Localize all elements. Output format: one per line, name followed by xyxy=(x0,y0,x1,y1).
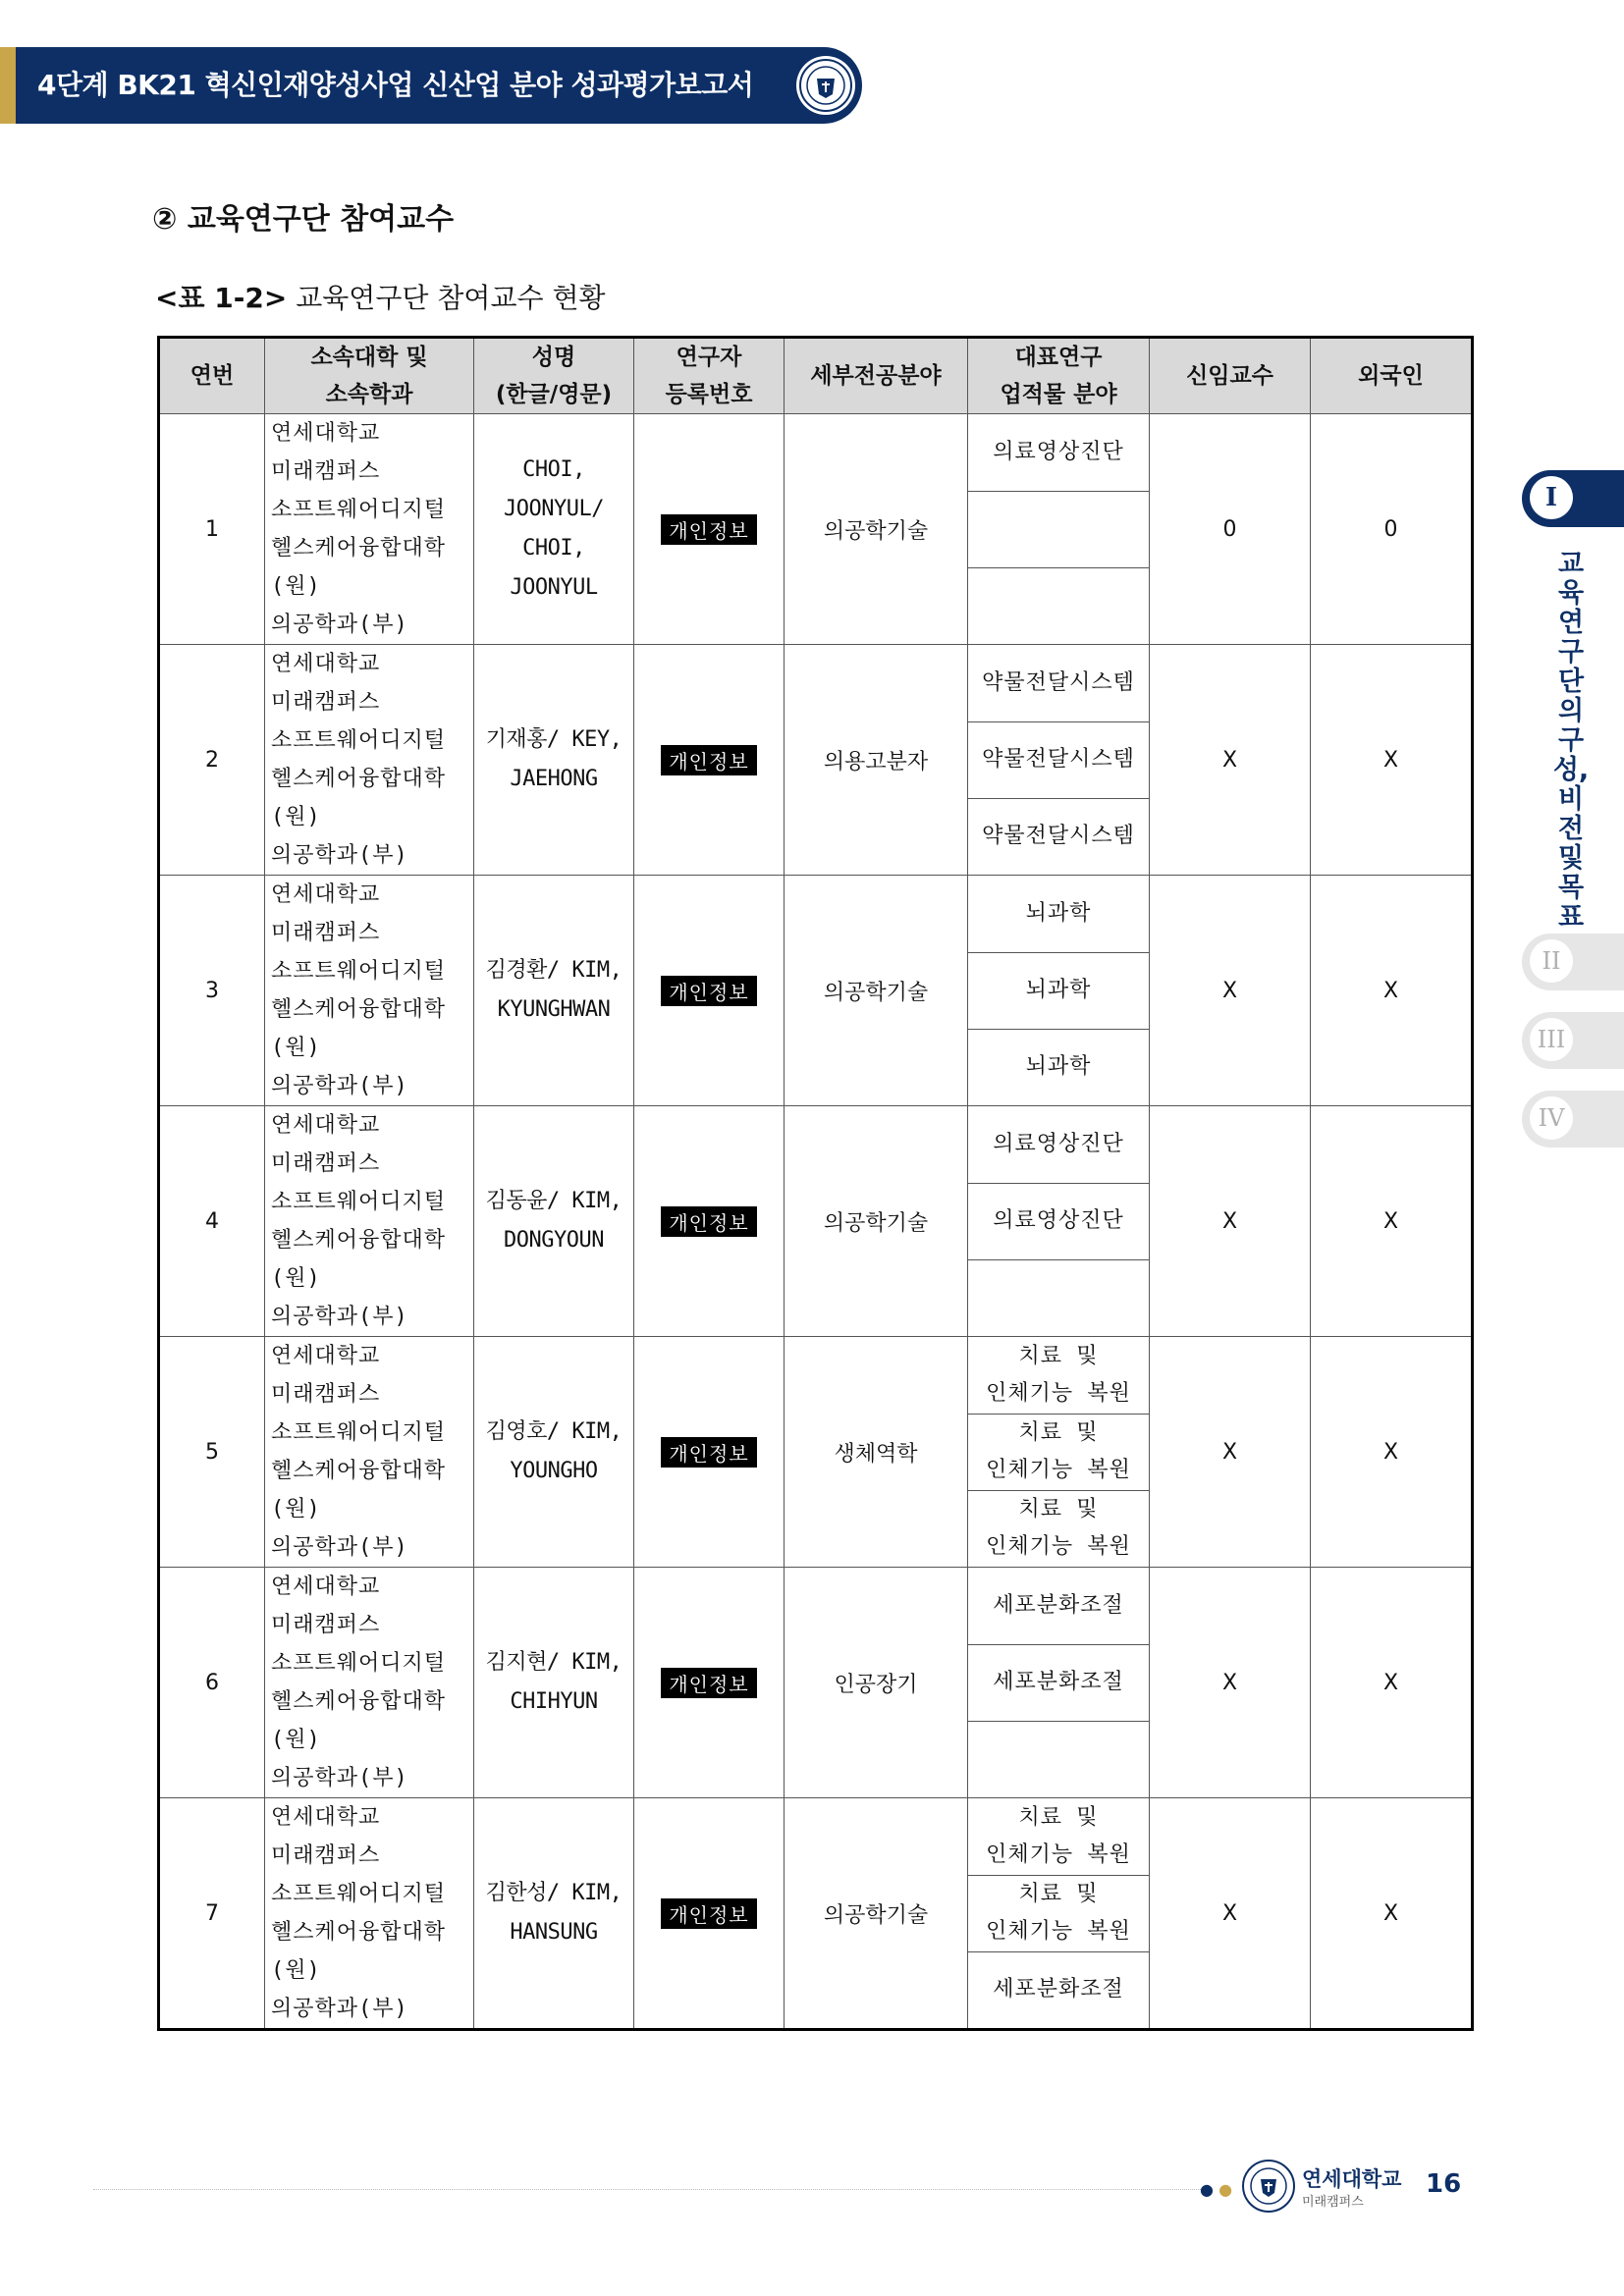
affiliation-line: 의공학과(부) xyxy=(271,1074,408,1098)
table-row xyxy=(159,1106,1473,1337)
chapter-title-char: 성, xyxy=(1552,755,1590,785)
affiliation-line: 헬스케어융합대학 xyxy=(271,767,447,791)
affiliation-line: 소프트웨어디지털 xyxy=(271,1190,447,1214)
foreigner-flag: X xyxy=(1311,1568,1473,1798)
research-field-text: 약물전달시스템 xyxy=(982,747,1135,772)
research-field-text: 세포분화조절 xyxy=(993,1670,1124,1694)
research-field-subcell xyxy=(968,567,1149,644)
affiliation-line: 미래캠퍼스 xyxy=(271,1843,381,1868)
detailed-major-cell: 의공학기술 xyxy=(785,414,968,645)
research-field-subcell xyxy=(968,1569,1149,1644)
professor-name-line: 김한성/ KIM, xyxy=(485,1881,623,1905)
redacted-personal-info-tag: 개인정보 xyxy=(661,1437,756,1468)
research-field-subcell xyxy=(968,1107,1149,1183)
research-field-subcell xyxy=(968,491,1149,567)
redacted-personal-info-tag: 개인정보 xyxy=(661,1668,756,1698)
affiliation-line: 소프트웨어디지털 xyxy=(271,1420,447,1445)
professor-name-line: DONGYOUN xyxy=(504,1228,604,1253)
research-field-text: 치료 및 xyxy=(1018,1882,1099,1906)
detailed-major-cell: 의공학기술 xyxy=(785,876,968,1106)
professor-name-line: CHOI, xyxy=(522,457,585,482)
table-row xyxy=(159,1798,1473,2030)
research-field-text: 인체기능 복원 xyxy=(986,1534,1131,1559)
chapter-title-char: 의 xyxy=(1557,696,1585,726)
footer-campus-name: 미래캠퍼스 xyxy=(1302,2195,1364,2210)
affiliation-line: (원) xyxy=(271,1958,321,1983)
row-number: 5 xyxy=(159,1337,265,1568)
research-field-subcell xyxy=(968,1951,1149,2028)
affiliation-cell xyxy=(265,414,474,645)
professor-name-cell xyxy=(474,1798,634,2030)
affiliation-line: 미래캠퍼스 xyxy=(271,1613,381,1637)
page-number: 16 xyxy=(1426,2169,1462,2199)
university-seal-icon xyxy=(795,55,856,116)
affiliation-line: 연세대학교 xyxy=(271,882,381,907)
redacted-personal-info-tag: 개인정보 xyxy=(661,1898,756,1929)
affiliation-line: 소프트웨어디지털 xyxy=(271,1651,447,1676)
research-field-cell xyxy=(968,1568,1150,1798)
col-header-no: 연번 xyxy=(159,338,265,414)
affiliation-line: 헬스케어융합대학 xyxy=(271,1228,447,1253)
professor-name-line: CHOI, xyxy=(522,536,585,561)
research-field-subcell xyxy=(968,1875,1149,1951)
chapter-number-badge: IV xyxy=(1530,1096,1573,1140)
new-professor-flag: X xyxy=(1150,1798,1311,2030)
affiliation-line: 미래캠퍼스 xyxy=(271,921,381,945)
research-field-subcell xyxy=(968,1183,1149,1259)
chapter-title-char: 구 xyxy=(1557,637,1585,667)
detailed-major-cell: 의용고분자 xyxy=(785,645,968,876)
chapter-title-char: 목 xyxy=(1557,873,1585,903)
registration-number-cell xyxy=(634,1106,785,1337)
report-title: 4단계 BK21 혁신인재양성사업 신산업 분야 성과평가보고서 xyxy=(37,69,754,101)
professor-name-line: 김동윤/ KIM, xyxy=(485,1189,623,1213)
affiliation-line: 헬스케어융합대학 xyxy=(271,1920,447,1945)
research-field-text: 치료 및 xyxy=(1018,1344,1099,1368)
registration-number-cell xyxy=(634,645,785,876)
affiliation-line: (원) xyxy=(271,574,321,599)
foreigner-flag: 0 xyxy=(1311,414,1473,645)
affiliation-line: 미래캠퍼스 xyxy=(271,690,381,715)
new-professor-flag: X xyxy=(1150,876,1311,1106)
row-number: 4 xyxy=(159,1106,265,1337)
registration-number-cell xyxy=(634,1568,785,1798)
footer-university-name: 연세대학교 xyxy=(1302,2167,1402,2191)
affiliation-cell xyxy=(265,876,474,1106)
redacted-personal-info-tag: 개인정보 xyxy=(661,1206,756,1237)
affiliation-line: 미래캠퍼스 xyxy=(271,1151,381,1176)
row-number: 6 xyxy=(159,1568,265,1798)
research-field-subcell xyxy=(968,1490,1149,1567)
professor-name-cell xyxy=(474,1337,634,1568)
redacted-personal-info-tag: 개인정보 xyxy=(661,976,756,1006)
col-header-dept: 소속대학 및 소속학과 xyxy=(265,338,474,414)
new-professor-flag: X xyxy=(1150,1337,1311,1568)
table-caption-text: 교육연구단 참여교수 현황 xyxy=(287,282,606,314)
affiliation-line: 소프트웨어디지털 xyxy=(271,728,447,753)
row-number: 3 xyxy=(159,876,265,1106)
detailed-major-cell: 의공학기술 xyxy=(785,1798,968,2030)
detailed-major-cell: 인공장기 xyxy=(785,1568,968,1798)
foreigner-flag: X xyxy=(1311,1106,1473,1337)
research-field-cell xyxy=(968,876,1150,1106)
research-field-text: 뇌과학 xyxy=(1025,1054,1092,1079)
affiliation-cell xyxy=(265,1337,474,1568)
registration-number-cell xyxy=(634,1798,785,2030)
header-accent-bar xyxy=(0,47,16,124)
professor-name-line: JAEHONG xyxy=(510,767,598,791)
redacted-personal-info-tag: 개인정보 xyxy=(661,514,756,545)
research-field-text: 인체기능 복원 xyxy=(986,1842,1131,1867)
sidebar-tab-III[interactable] xyxy=(1522,1012,1624,1069)
affiliation-line: 소프트웨어디지털 xyxy=(271,1882,447,1906)
col-header-field: 세부전공분야 xyxy=(785,338,968,414)
new-professor-flag: X xyxy=(1150,645,1311,876)
professor-name-line: 김경환/ KIM, xyxy=(485,958,623,983)
research-field-cell xyxy=(968,1337,1150,1568)
professor-name-cell xyxy=(474,1568,634,1798)
research-field-cell xyxy=(968,645,1150,876)
table-row xyxy=(159,414,1473,645)
affiliation-cell xyxy=(265,1798,474,2030)
row-number: 1 xyxy=(159,414,265,645)
foreigner-flag: X xyxy=(1311,1337,1473,1568)
registration-number-cell xyxy=(634,414,785,645)
affiliation-line: (원) xyxy=(271,1497,321,1522)
professor-name-line: JOONYUL xyxy=(510,575,598,600)
chapter-title-vertical xyxy=(1549,550,1593,933)
professor-name-line: 김지현/ KIM, xyxy=(485,1650,623,1675)
research-field-subcell xyxy=(968,646,1149,721)
footer-dots: ● ● xyxy=(1200,2180,1233,2199)
affiliation-line: 의공학과(부) xyxy=(271,613,408,637)
detailed-major-cell: 의공학기술 xyxy=(785,1106,968,1337)
col-header-name: 성명 (한글/영문) xyxy=(474,338,634,414)
research-field-subcell xyxy=(968,952,1149,1029)
chapter-title-char: 전 xyxy=(1557,814,1585,844)
research-field-subcell xyxy=(968,415,1149,491)
affiliation-line: 의공학과(부) xyxy=(271,1535,408,1560)
affiliation-line: 헬스케어융합대학 xyxy=(271,997,447,1022)
col-header-new-professor: 신임교수 xyxy=(1150,338,1311,414)
research-field-subcell xyxy=(968,1799,1149,1875)
research-field-subcell xyxy=(968,1338,1149,1414)
chapter-number-badge: III xyxy=(1530,1018,1573,1061)
new-professor-flag: 0 xyxy=(1150,414,1311,645)
table-caption xyxy=(155,277,606,316)
professor-name-line: 김영호/ KIM, xyxy=(485,1419,623,1444)
affiliation-cell xyxy=(265,1568,474,1798)
faculty-table xyxy=(157,336,1474,2031)
affiliation-line: 소프트웨어디지털 xyxy=(271,498,447,522)
affiliation-line: (원) xyxy=(271,1036,321,1060)
table-row xyxy=(159,1337,1473,1568)
chapter-title-char: 구 xyxy=(1557,725,1585,756)
affiliation-line: (원) xyxy=(271,1728,321,1752)
professor-name-line: HANSUNG xyxy=(510,1920,598,1945)
affiliation-line: 헬스케어융합대학 xyxy=(271,536,447,561)
chapter-number-badge: I xyxy=(1530,476,1573,519)
footer-divider xyxy=(93,2189,1203,2190)
research-field-text: 인체기능 복원 xyxy=(986,1458,1131,1482)
redacted-personal-info-tag: 개인정보 xyxy=(661,745,756,775)
section-title: ② 교육연구단 참여교수 xyxy=(152,202,455,237)
professor-name-line: JOONYUL/ xyxy=(504,497,604,521)
university-seal-icon xyxy=(1242,2160,1295,2213)
research-field-subcell xyxy=(968,721,1149,798)
row-number: 2 xyxy=(159,645,265,876)
professor-name-line: KYUNGHWAN xyxy=(497,997,611,1022)
registration-number-cell xyxy=(634,876,785,1106)
research-field-subcell xyxy=(968,1029,1149,1105)
foreigner-flag: X xyxy=(1311,876,1473,1106)
sidebar-tab-IV[interactable] xyxy=(1522,1091,1624,1148)
table-header-row xyxy=(159,338,1473,414)
research-field-cell xyxy=(968,1798,1150,2030)
research-field-subcell xyxy=(968,798,1149,875)
research-field-text: 약물전달시스템 xyxy=(982,824,1135,848)
professor-name-cell xyxy=(474,414,634,645)
affiliation-line: 소프트웨어디지털 xyxy=(271,959,447,984)
research-field-text: 의료영상진단 xyxy=(993,1208,1124,1233)
affiliation-line: 연세대학교 xyxy=(271,1113,381,1138)
affiliation-line: 의공학과(부) xyxy=(271,1997,408,2021)
affiliation-line: 미래캠퍼스 xyxy=(271,1382,381,1407)
col-header-reg: 연구자 등록번호 xyxy=(634,338,785,414)
research-field-cell xyxy=(968,1106,1150,1337)
detailed-major-cell: 생체역학 xyxy=(785,1337,968,1568)
affiliation-line: 연세대학교 xyxy=(271,652,381,676)
research-field-text: 세포분화조절 xyxy=(993,1593,1124,1618)
sidebar-tab-I[interactable] xyxy=(1522,470,1624,527)
research-field-subcell xyxy=(968,1259,1149,1336)
col-header-foreigner: 외국인 xyxy=(1311,338,1473,414)
table-row xyxy=(159,876,1473,1106)
research-field-text: 의료영상진단 xyxy=(993,440,1124,464)
affiliation-line: 의공학과(부) xyxy=(271,843,408,868)
professor-name-line: CHIHYUN xyxy=(510,1689,598,1714)
affiliation-line: 연세대학교 xyxy=(271,1805,381,1830)
affiliation-line: 헬스케어융합대학 xyxy=(271,1689,447,1714)
foreigner-flag: X xyxy=(1311,1798,1473,2030)
chapter-number-badge: II xyxy=(1530,939,1573,983)
research-field-text: 의료영상진단 xyxy=(993,1132,1124,1156)
foreigner-flag: X xyxy=(1311,645,1473,876)
research-field-text: 뇌과학 xyxy=(1025,901,1092,926)
affiliation-cell xyxy=(265,1106,474,1337)
affiliation-line: (원) xyxy=(271,805,321,829)
chapter-title-char: 및 xyxy=(1557,843,1585,874)
table-row xyxy=(159,1568,1473,1798)
research-field-text: 치료 및 xyxy=(1018,1805,1099,1830)
new-professor-flag: X xyxy=(1150,1568,1311,1798)
row-number: 7 xyxy=(159,1798,265,2030)
affiliation-line: 헬스케어융합대학 xyxy=(271,1459,447,1483)
research-field-subcell xyxy=(968,1644,1149,1721)
chapter-title-char: 교 xyxy=(1557,549,1585,579)
chapter-title-char: 연 xyxy=(1557,608,1585,638)
affiliation-line: 연세대학교 xyxy=(271,1575,381,1599)
professor-name-line: 기재홍/ KEY, xyxy=(485,727,623,752)
chapter-title-char: 표 xyxy=(1557,902,1585,933)
research-field-text: 치료 및 xyxy=(1018,1420,1099,1445)
registration-number-cell xyxy=(634,1337,785,1568)
new-professor-flag: X xyxy=(1150,1106,1311,1337)
affiliation-line: (원) xyxy=(271,1266,321,1291)
affiliation-line: 의공학과(부) xyxy=(271,1766,408,1790)
professor-name-cell xyxy=(474,1106,634,1337)
professor-name-cell xyxy=(474,645,634,876)
affiliation-line: 미래캠퍼스 xyxy=(271,459,381,484)
research-field-text: 뇌과학 xyxy=(1025,978,1092,1002)
table-row xyxy=(159,645,1473,876)
table-body xyxy=(159,414,1473,2030)
col-header-research: 대표연구 업적물 분야 xyxy=(968,338,1150,414)
research-field-text: 세포분화조절 xyxy=(993,1977,1124,2002)
sidebar-tab-II[interactable] xyxy=(1522,934,1624,990)
research-field-cell xyxy=(968,414,1150,645)
chapter-title-char: 비 xyxy=(1557,784,1585,815)
affiliation-line: 의공학과(부) xyxy=(271,1305,408,1329)
chapter-title-char: 단 xyxy=(1557,667,1585,697)
professor-name-line: YOUNGHO xyxy=(510,1459,598,1483)
research-field-text: 인체기능 복원 xyxy=(986,1919,1131,1944)
professor-name-cell xyxy=(474,876,634,1106)
research-field-text: 인체기능 복원 xyxy=(986,1381,1131,1406)
research-field-text: 치료 및 xyxy=(1018,1497,1099,1522)
affiliation-line: 연세대학교 xyxy=(271,1344,381,1368)
affiliation-line: 연세대학교 xyxy=(271,421,381,446)
research-field-subcell xyxy=(968,877,1149,952)
research-field-subcell xyxy=(968,1414,1149,1490)
research-field-subcell xyxy=(968,1721,1149,1797)
affiliation-cell xyxy=(265,645,474,876)
chapter-title-char: 육 xyxy=(1557,578,1585,609)
research-field-text: 약물전달시스템 xyxy=(982,670,1135,695)
table-caption-label: <표 1-2> xyxy=(155,282,288,314)
